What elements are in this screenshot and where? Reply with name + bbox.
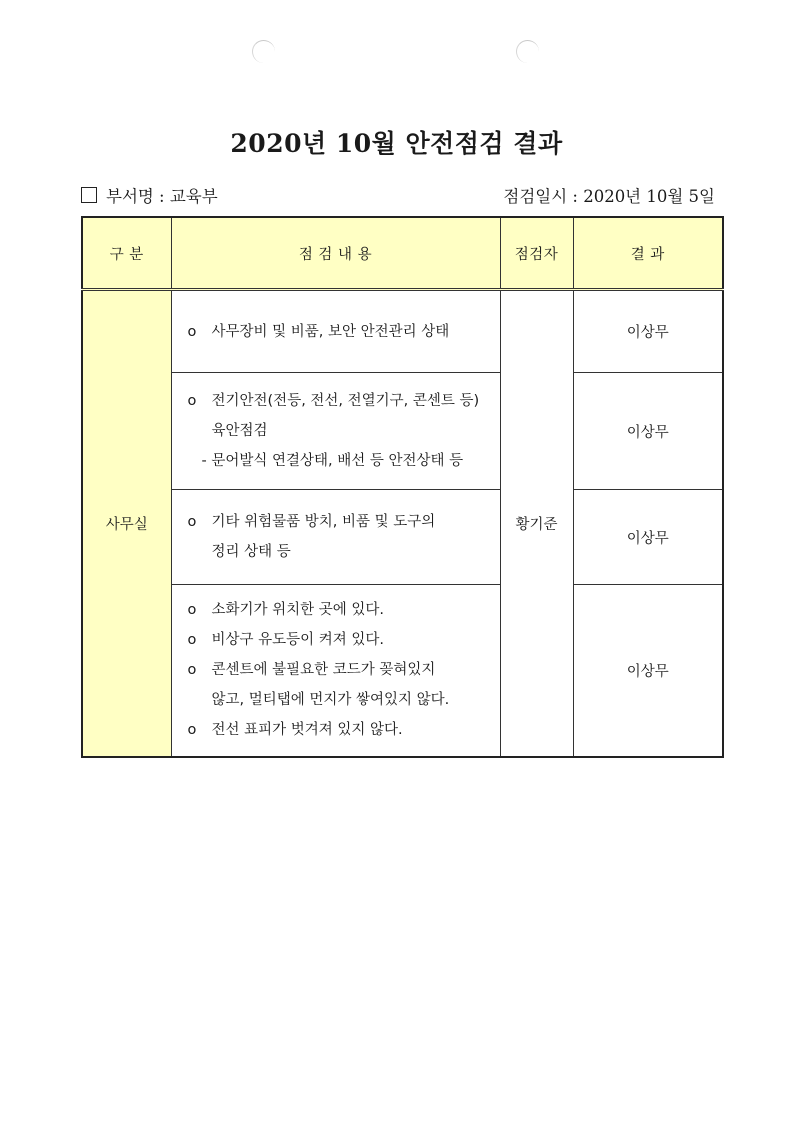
category-cell: 사무실	[82, 290, 171, 757]
content-line: 전선 표피가 벗겨져 있지 않다.	[211, 722, 403, 739]
bullet-icon: ο	[187, 514, 197, 530]
content-cell	[171, 290, 500, 373]
page-title: 2020년 10월 안전점검 결과	[230, 129, 563, 158]
header-category: 구 분	[82, 217, 171, 290]
header-content: 점 검 내 용	[171, 217, 500, 290]
content-line: 소화기가 위치한 곳에 있다.	[211, 602, 385, 619]
result-cell: 이상무	[573, 490, 723, 585]
table-row	[82, 585, 723, 757]
department-line	[81, 183, 218, 207]
inspector-cell: 황기준	[500, 290, 573, 757]
inspection-date: 점검일시 : 2020년 10월 5일	[503, 187, 715, 206]
bullet-icon: ο	[187, 722, 197, 739]
content-line: 정리 상태 등	[211, 544, 291, 560]
result-cell: 이상무	[573, 373, 723, 490]
bullet-icon: ο	[187, 323, 197, 340]
content-line: 기타 위험물품 방치, 비품 및 도구의	[211, 514, 436, 530]
header-result: 결 과	[573, 217, 723, 290]
inspection-table	[81, 216, 724, 758]
department-label: 부서명 : 교육부	[106, 187, 218, 206]
punch-hole-left	[252, 40, 275, 63]
table-header-row	[82, 217, 723, 290]
content-line: 육안점검	[211, 423, 268, 439]
content-line: 않고, 멀티탭에 먼지가 쌓여있지 않다.	[211, 692, 450, 709]
content-line: 전기안전(전등, 전선, 전열기구, 콘센트 등)	[211, 393, 480, 409]
bullet-icon: ο	[187, 632, 197, 649]
bullet-icon: ο	[187, 602, 197, 619]
bullet-icon: ο	[187, 662, 197, 679]
header-inspector: 점검자	[500, 217, 573, 290]
result-cell: 이상무	[573, 290, 723, 373]
table-row	[82, 290, 723, 373]
content-line: 사무장비 및 비품, 보안 안전관리 상태	[211, 323, 450, 340]
bullet-icon: ο	[187, 393, 197, 409]
content-subline: - 문어발식 연결상태, 배선 등 안전상태 등	[201, 453, 464, 469]
punch-hole-right	[516, 40, 539, 63]
content-line: 비상구 유도등이 켜져 있다.	[211, 632, 385, 649]
table-row	[82, 490, 723, 585]
content-line: 콘센트에 불필요한 코드가 꽂혀있지	[211, 662, 436, 679]
content-cell	[171, 490, 500, 585]
table-row	[82, 373, 723, 490]
content-cell	[171, 585, 500, 757]
result-cell: 이상무	[573, 585, 723, 757]
checkbox-icon	[81, 187, 97, 203]
content-cell	[171, 373, 500, 490]
